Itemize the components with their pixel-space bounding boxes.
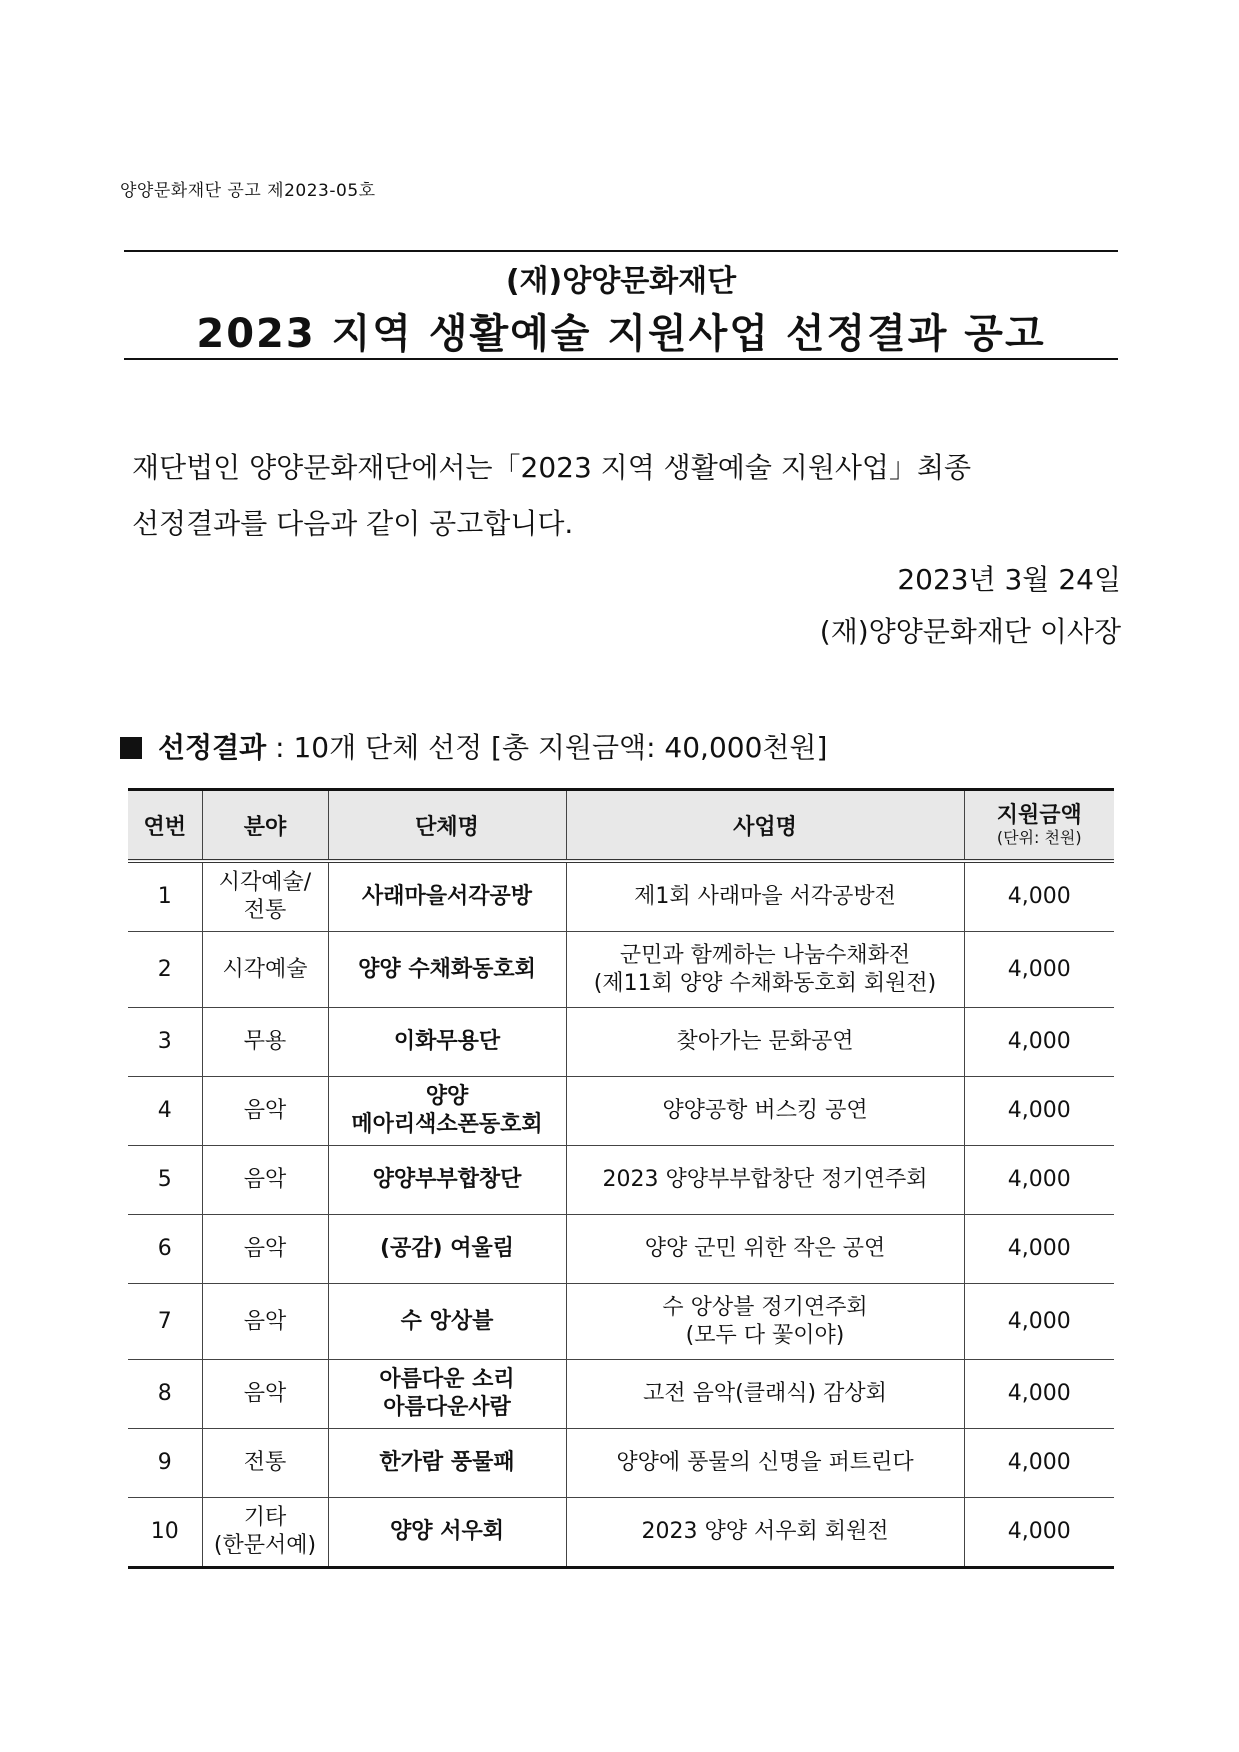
- cell-amount: 4,000: [964, 1077, 1114, 1146]
- cell-project-line: 양양에 풍물의 신명을 퍼트린다: [616, 1450, 914, 1475]
- cell-field-line: 기타: [243, 1505, 287, 1530]
- cell-group: [328, 861, 566, 932]
- cell-project: [566, 1284, 964, 1360]
- table-header-row: [128, 790, 1114, 862]
- cell-field-line: 음악: [243, 1308, 287, 1334]
- header-project: 사업명: [566, 790, 964, 862]
- cell-group-line: 이화무용단: [393, 1029, 501, 1054]
- cell-field: [202, 1008, 328, 1077]
- cell-amount: 4,000: [964, 1008, 1114, 1077]
- cell-project-line: 수 앙상블 정기연주회: [662, 1294, 868, 1320]
- section-heading: [120, 726, 827, 766]
- cell-field-line: 전통: [243, 1450, 287, 1475]
- intro-line-1: 재단법인 양양문화재단에서는「2023 지역 생활예술 지원사업」최종: [132, 451, 972, 484]
- table-row: [128, 932, 1114, 1008]
- cell-group: [328, 1498, 566, 1568]
- org-title: (재)양양문화재단: [505, 264, 737, 299]
- cell-no: 3: [128, 1008, 202, 1077]
- cell-field: [202, 1284, 328, 1360]
- cell-group-line: 메아리색소폰동호회: [351, 1112, 543, 1137]
- cell-no: 6: [128, 1215, 202, 1284]
- cell-field: [202, 1146, 328, 1215]
- table-body: [128, 861, 1114, 1568]
- cell-project: [566, 1429, 964, 1498]
- cell-project: [566, 1008, 964, 1077]
- cell-group-line: 수 앙상블: [400, 1308, 494, 1334]
- cell-no: 7: [128, 1284, 202, 1360]
- cell-group-line: 아름다운사람: [383, 1395, 511, 1420]
- results-table: [128, 788, 1114, 1569]
- cell-group-line: 한가람 풍물패: [379, 1450, 515, 1475]
- cell-group-line: 양양 서우회: [390, 1519, 504, 1544]
- section-label: 선정결과: [158, 731, 267, 764]
- cell-field-line: 음악: [243, 1236, 287, 1261]
- cell-project-line: 양양 군민 위한 작은 공연: [644, 1236, 886, 1261]
- cell-group: [328, 1146, 566, 1215]
- cell-group-line: (공감) 여울림: [379, 1236, 515, 1261]
- cell-field-line: 무용: [243, 1029, 287, 1054]
- cell-project-line: 2023 양양부부합창단 정기연주회: [602, 1167, 928, 1192]
- cell-group-line: 아름다운 소리: [379, 1367, 515, 1392]
- cell-field-line: 음악: [243, 1098, 287, 1123]
- cell-group-line: 사래마을서각공방: [361, 884, 533, 909]
- cell-group-line: 양양: [425, 1084, 469, 1109]
- cell-field-line: 시각예술/: [218, 870, 312, 895]
- cell-group: [328, 1284, 566, 1360]
- cell-project-line: 양양공항 버스킹 공연: [662, 1098, 868, 1123]
- cell-field: [202, 1429, 328, 1498]
- table-row: [128, 1008, 1114, 1077]
- cell-no: 4: [128, 1077, 202, 1146]
- cell-field-line: 시각예술: [222, 956, 308, 982]
- cell-group-line: 양양부부합창단: [372, 1167, 522, 1192]
- cell-group-line: 양양 수채화동호회: [358, 956, 536, 982]
- table-row: [128, 1429, 1114, 1498]
- cell-no: 9: [128, 1429, 202, 1498]
- table-row: [128, 1077, 1114, 1146]
- header-amount-unit: (단위: 천원): [996, 828, 1082, 847]
- intro-paragraph: [132, 440, 1122, 552]
- cell-project-line: 2023 양양 서우회 회원전: [641, 1519, 889, 1544]
- header-no: 연번: [128, 790, 202, 862]
- title-bottom-rule: [124, 358, 1118, 360]
- cell-field: [202, 932, 328, 1008]
- cell-project: [566, 1077, 964, 1146]
- cell-field: [202, 861, 328, 932]
- notice-date: 2023년 3월 24일: [897, 563, 1121, 596]
- cell-field: [202, 1215, 328, 1284]
- header-amount: [964, 790, 1114, 862]
- cell-no: 8: [128, 1360, 202, 1429]
- cell-amount: 4,000: [964, 932, 1114, 1008]
- cell-field: [202, 1077, 328, 1146]
- cell-project: [566, 1498, 964, 1568]
- cell-field: [202, 1498, 328, 1568]
- intro-line-2: 선정결과를 다음과 같이 공고합니다.: [132, 507, 574, 540]
- table-row: [128, 1360, 1114, 1429]
- cell-project-line: 제1회 사래마을 서각공방전: [634, 884, 896, 909]
- cell-field-line: 전통: [243, 898, 287, 923]
- header-field: 분야: [202, 790, 328, 862]
- table-row: [128, 1284, 1114, 1360]
- cell-field: [202, 1360, 328, 1429]
- table-row: [128, 861, 1114, 932]
- cell-project-line: 고전 음악(클래식) 감상회: [643, 1381, 887, 1406]
- cell-project-line: 찾아가는 문화공연: [676, 1029, 854, 1054]
- cell-project: [566, 932, 964, 1008]
- cell-amount: 4,000: [964, 1429, 1114, 1498]
- cell-field-line: (한문서예): [213, 1533, 317, 1558]
- cell-group: [328, 1429, 566, 1498]
- cell-project: [566, 1215, 964, 1284]
- cell-project: [566, 1360, 964, 1429]
- cell-group: [328, 932, 566, 1008]
- cell-project: [566, 1146, 964, 1215]
- cell-amount: 4,000: [964, 861, 1114, 932]
- cell-group: [328, 1008, 566, 1077]
- square-bullet-icon: [120, 737, 142, 759]
- cell-group: [328, 1077, 566, 1146]
- notice-number: 양양문화재단 공고 제2023-05호: [120, 181, 376, 201]
- cell-field-line: 음악: [243, 1381, 287, 1406]
- section-summary: : 10개 단체 선정 [총 지원금액: 40,000천원]: [275, 731, 828, 764]
- title-top-rule: [124, 250, 1118, 252]
- cell-project-line: (제11회 양양 수채화동호회 회원전): [593, 970, 937, 996]
- cell-amount: 4,000: [964, 1360, 1114, 1429]
- header-group: 단체명: [328, 790, 566, 862]
- cell-no: 1: [128, 861, 202, 932]
- cell-group: [328, 1215, 566, 1284]
- cell-no: 5: [128, 1146, 202, 1215]
- cell-amount: 4,000: [964, 1215, 1114, 1284]
- table-row: [128, 1498, 1114, 1568]
- cell-amount: 4,000: [964, 1498, 1114, 1568]
- cell-amount: 4,000: [964, 1284, 1114, 1360]
- table-row: [128, 1146, 1114, 1215]
- page-title: 2023 지역 생활예술 지원사업 선정결과 공고: [196, 311, 1046, 357]
- cell-field-line: 음악: [243, 1167, 287, 1192]
- signer: (재)양양문화재단 이사장: [819, 615, 1121, 648]
- cell-project-line: 군민과 함께하는 나눔수채화전: [619, 942, 911, 968]
- cell-no: 2: [128, 932, 202, 1008]
- cell-no: 10: [128, 1498, 202, 1568]
- cell-group: [328, 1360, 566, 1429]
- cell-project-line: (모두 다 꽃이야): [685, 1322, 845, 1348]
- table-row: [128, 1215, 1114, 1284]
- cell-amount: 4,000: [964, 1146, 1114, 1215]
- cell-project: [566, 861, 964, 932]
- header-amount-label: 지원금액: [996, 803, 1082, 828]
